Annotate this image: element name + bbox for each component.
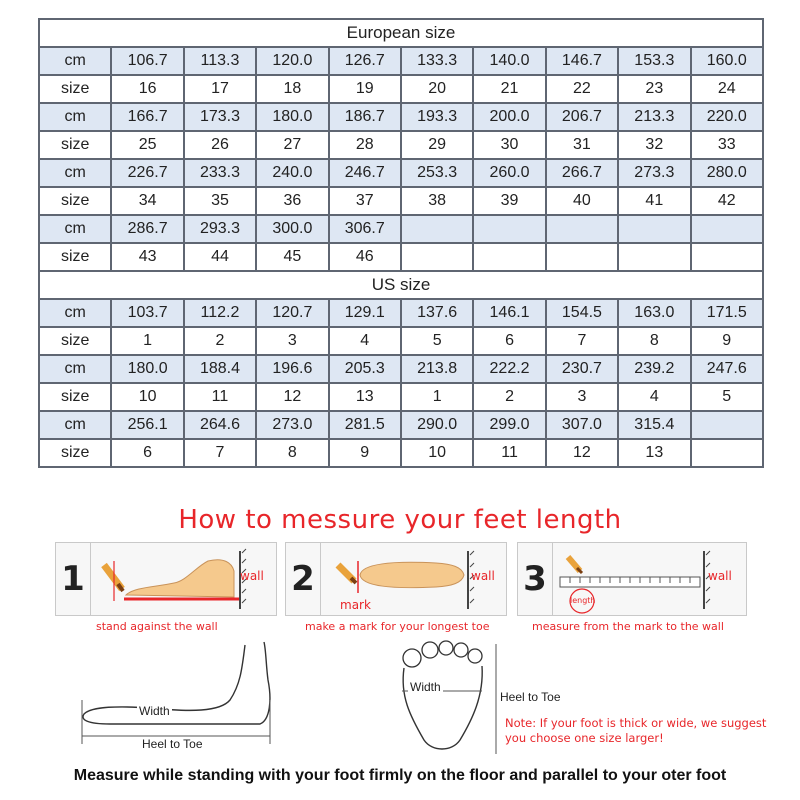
table-cell: 222.2 — [473, 355, 545, 383]
table-cell: 40 — [546, 187, 618, 215]
step-1-caption: stand against the wall — [96, 620, 218, 633]
table-cell: 133.3 — [401, 47, 473, 75]
guide-title: How to messure your feet length — [178, 505, 622, 535]
row-label: size — [39, 131, 111, 159]
table-cell: 146.1 — [473, 299, 545, 327]
size-chart-table — [38, 18, 764, 468]
table-cell: 230.7 — [546, 355, 618, 383]
table-cell: 1 — [111, 327, 183, 355]
step-2-mark-label: mark — [340, 598, 371, 612]
table-row — [39, 103, 763, 131]
table-cell: 206.7 — [546, 103, 618, 131]
section-header: European size — [39, 19, 763, 47]
table-cell: 247.6 — [691, 355, 763, 383]
table-cell: 163.0 — [618, 299, 690, 327]
table-cell: 4 — [329, 327, 401, 355]
step-1-panel — [55, 542, 277, 616]
step-3-caption: measure from the mark to the wall — [532, 620, 724, 633]
table-row — [39, 75, 763, 103]
table-cell: 36 — [256, 187, 328, 215]
table-cell: 10 — [111, 383, 183, 411]
table-cell: 6 — [473, 327, 545, 355]
table-cell — [546, 243, 618, 271]
foot-icon — [403, 641, 482, 749]
table-cell: 213.3 — [618, 103, 690, 131]
table-cell: 253.3 — [401, 159, 473, 187]
table-cell: 31 — [546, 131, 618, 159]
table-cell: 140.0 — [473, 47, 545, 75]
table-cell: 32 — [618, 131, 690, 159]
table-cell: 307.0 — [546, 411, 618, 439]
table-cell: 106.7 — [111, 47, 183, 75]
table-cell: 112.2 — [184, 299, 256, 327]
table-cell: 103.7 — [111, 299, 183, 327]
table-cell: 146.7 — [546, 47, 618, 75]
step-3-panel — [517, 542, 747, 616]
step-2-caption: make a mark for your longest toe — [305, 620, 490, 633]
table-cell — [401, 215, 473, 243]
table-cell: 13 — [618, 439, 690, 467]
pencil-icon — [568, 557, 582, 573]
table-cell — [691, 243, 763, 271]
table-cell: 19 — [329, 75, 401, 103]
table-cell: 6 — [111, 439, 183, 467]
table-cell: 173.3 — [184, 103, 256, 131]
table-cell: 27 — [256, 131, 328, 159]
table-cell — [473, 243, 545, 271]
table-cell: 126.7 — [329, 47, 401, 75]
table-cell: 246.7 — [329, 159, 401, 187]
step-2-panel — [285, 542, 507, 616]
row-label: cm — [39, 103, 111, 131]
step-3-wall-label: wall — [708, 569, 732, 583]
ruler-icon — [560, 577, 700, 587]
table-cell: 120.0 — [256, 47, 328, 75]
row-label: size — [39, 439, 111, 467]
table-cell: 193.3 — [401, 103, 473, 131]
foot-icon — [126, 560, 234, 597]
table-cell: 45 — [256, 243, 328, 271]
table-cell: 266.7 — [546, 159, 618, 187]
table-row — [39, 159, 763, 187]
row-label: cm — [39, 299, 111, 327]
table-cell — [618, 243, 690, 271]
step-2-number: 2 — [291, 559, 315, 599]
table-cell: 213.8 — [401, 355, 473, 383]
table-cell: 44 — [184, 243, 256, 271]
table-cell: 12 — [546, 439, 618, 467]
table-cell: 286.7 — [111, 215, 183, 243]
table-cell: 26 — [184, 131, 256, 159]
table-cell: 205.3 — [329, 355, 401, 383]
table-row — [39, 327, 763, 355]
table-cell: 188.4 — [184, 355, 256, 383]
table-cell: 3 — [546, 383, 618, 411]
foot-icon — [360, 562, 464, 587]
side-width-label: Width — [139, 704, 170, 718]
table-cell: 11 — [473, 439, 545, 467]
table-cell: 273.0 — [256, 411, 328, 439]
pencil-icon — [338, 565, 356, 583]
table-cell: 220.0 — [691, 103, 763, 131]
table-cell: 37 — [329, 187, 401, 215]
table-cell: 240.0 — [256, 159, 328, 187]
table-cell — [401, 243, 473, 271]
row-label: size — [39, 187, 111, 215]
table-cell: 200.0 — [473, 103, 545, 131]
table-row — [39, 131, 763, 159]
measure-instruction: Measure while standing with your foot firmly on the floor and parallel to your oter foot — [73, 767, 727, 784]
table-row — [39, 411, 763, 439]
table-cell: 7 — [546, 327, 618, 355]
row-label: cm — [39, 215, 111, 243]
table-cell: 280.0 — [691, 159, 763, 187]
table-row — [39, 383, 763, 411]
table-cell: 2 — [473, 383, 545, 411]
table-cell: 33 — [691, 131, 763, 159]
table-cell: 24 — [691, 75, 763, 103]
row-label: size — [39, 327, 111, 355]
step-3-number: 3 — [523, 559, 547, 599]
table-cell: 25 — [111, 131, 183, 159]
row-label: cm — [39, 159, 111, 187]
table-cell: 46 — [329, 243, 401, 271]
table-cell: 226.7 — [111, 159, 183, 187]
table-cell: 186.7 — [329, 103, 401, 131]
table-cell: 273.3 — [618, 159, 690, 187]
row-label: size — [39, 243, 111, 271]
table-row — [39, 187, 763, 215]
table-cell: 9 — [329, 439, 401, 467]
table-cell: 2 — [184, 327, 256, 355]
step-1-wall-label: wall — [240, 569, 264, 583]
table-cell: 1 — [401, 383, 473, 411]
table-cell — [473, 215, 545, 243]
size-note: Note: If your foot is thick or wide, we suggest you choose one size larger! — [505, 716, 767, 745]
table-cell: 34 — [111, 187, 183, 215]
table-cell: 137.6 — [401, 299, 473, 327]
table-row — [39, 47, 763, 75]
table-cell: 8 — [256, 439, 328, 467]
table-cell: 300.0 — [256, 215, 328, 243]
row-label: cm — [39, 47, 111, 75]
table-cell: 315.4 — [618, 411, 690, 439]
step-3-length-label: length — [570, 596, 596, 605]
table-cell: 160.0 — [691, 47, 763, 75]
table-cell: 23 — [618, 75, 690, 103]
table-cell: 20 — [401, 75, 473, 103]
table-cell: 4 — [618, 383, 690, 411]
table-cell: 10 — [401, 439, 473, 467]
section-header: US size — [39, 271, 763, 299]
table-cell: 16 — [111, 75, 183, 103]
table-cell: 5 — [401, 327, 473, 355]
table-cell: 22 — [546, 75, 618, 103]
table-cell: 13 — [329, 383, 401, 411]
row-label: size — [39, 383, 111, 411]
table-cell: 3 — [256, 327, 328, 355]
side-heel-to-toe-label: Heel to Toe — [142, 737, 203, 751]
table-cell — [618, 215, 690, 243]
table-cell: 153.3 — [618, 47, 690, 75]
table-cell: 8 — [618, 327, 690, 355]
table-cell: 233.3 — [184, 159, 256, 187]
top-foot-diagram — [390, 636, 510, 760]
table-cell: 5 — [691, 383, 763, 411]
table-cell: 12 — [256, 383, 328, 411]
table-cell: 281.5 — [329, 411, 401, 439]
table-cell: 306.7 — [329, 215, 401, 243]
row-label: cm — [39, 411, 111, 439]
table-row — [39, 355, 763, 383]
table-cell: 30 — [473, 131, 545, 159]
table-cell: 196.6 — [256, 355, 328, 383]
table-cell: 180.0 — [111, 355, 183, 383]
table-cell: 239.2 — [618, 355, 690, 383]
table-cell: 129.1 — [329, 299, 401, 327]
table-cell: 18 — [256, 75, 328, 103]
table-cell: 29 — [401, 131, 473, 159]
table-cell: 260.0 — [473, 159, 545, 187]
table-cell: 43 — [111, 243, 183, 271]
table-cell: 180.0 — [256, 103, 328, 131]
table-row — [39, 215, 763, 243]
table-cell: 38 — [401, 187, 473, 215]
table-cell: 171.5 — [691, 299, 763, 327]
table-cell: 39 — [473, 187, 545, 215]
table-cell: 154.5 — [546, 299, 618, 327]
table-cell: 21 — [473, 75, 545, 103]
table-cell: 256.1 — [111, 411, 183, 439]
step-2-wall-label: wall — [471, 569, 495, 583]
table-cell — [691, 215, 763, 243]
table-cell — [691, 411, 763, 439]
table-cell — [546, 215, 618, 243]
table-cell: 17 — [184, 75, 256, 103]
table-cell: 299.0 — [473, 411, 545, 439]
top-heel-to-toe-label: Heel to Toe — [500, 690, 561, 704]
step-1-number: 1 — [61, 559, 85, 599]
table-cell: 290.0 — [401, 411, 473, 439]
table-cell: 166.7 — [111, 103, 183, 131]
table-cell: 11 — [184, 383, 256, 411]
table-cell: 42 — [691, 187, 763, 215]
table-row — [39, 243, 763, 271]
row-label: cm — [39, 355, 111, 383]
table-cell: 120.7 — [256, 299, 328, 327]
table-cell: 293.3 — [184, 215, 256, 243]
table-cell: 264.6 — [184, 411, 256, 439]
table-row — [39, 299, 763, 327]
table-cell: 35 — [184, 187, 256, 215]
table-cell: 113.3 — [184, 47, 256, 75]
table-cell: 41 — [618, 187, 690, 215]
table-cell: 9 — [691, 327, 763, 355]
row-label: size — [39, 75, 111, 103]
table-cell: 7 — [184, 439, 256, 467]
top-width-label: Width — [410, 680, 441, 694]
table-row — [39, 439, 763, 467]
table-cell: 28 — [329, 131, 401, 159]
table-cell — [691, 439, 763, 467]
foot-icon — [83, 642, 270, 724]
